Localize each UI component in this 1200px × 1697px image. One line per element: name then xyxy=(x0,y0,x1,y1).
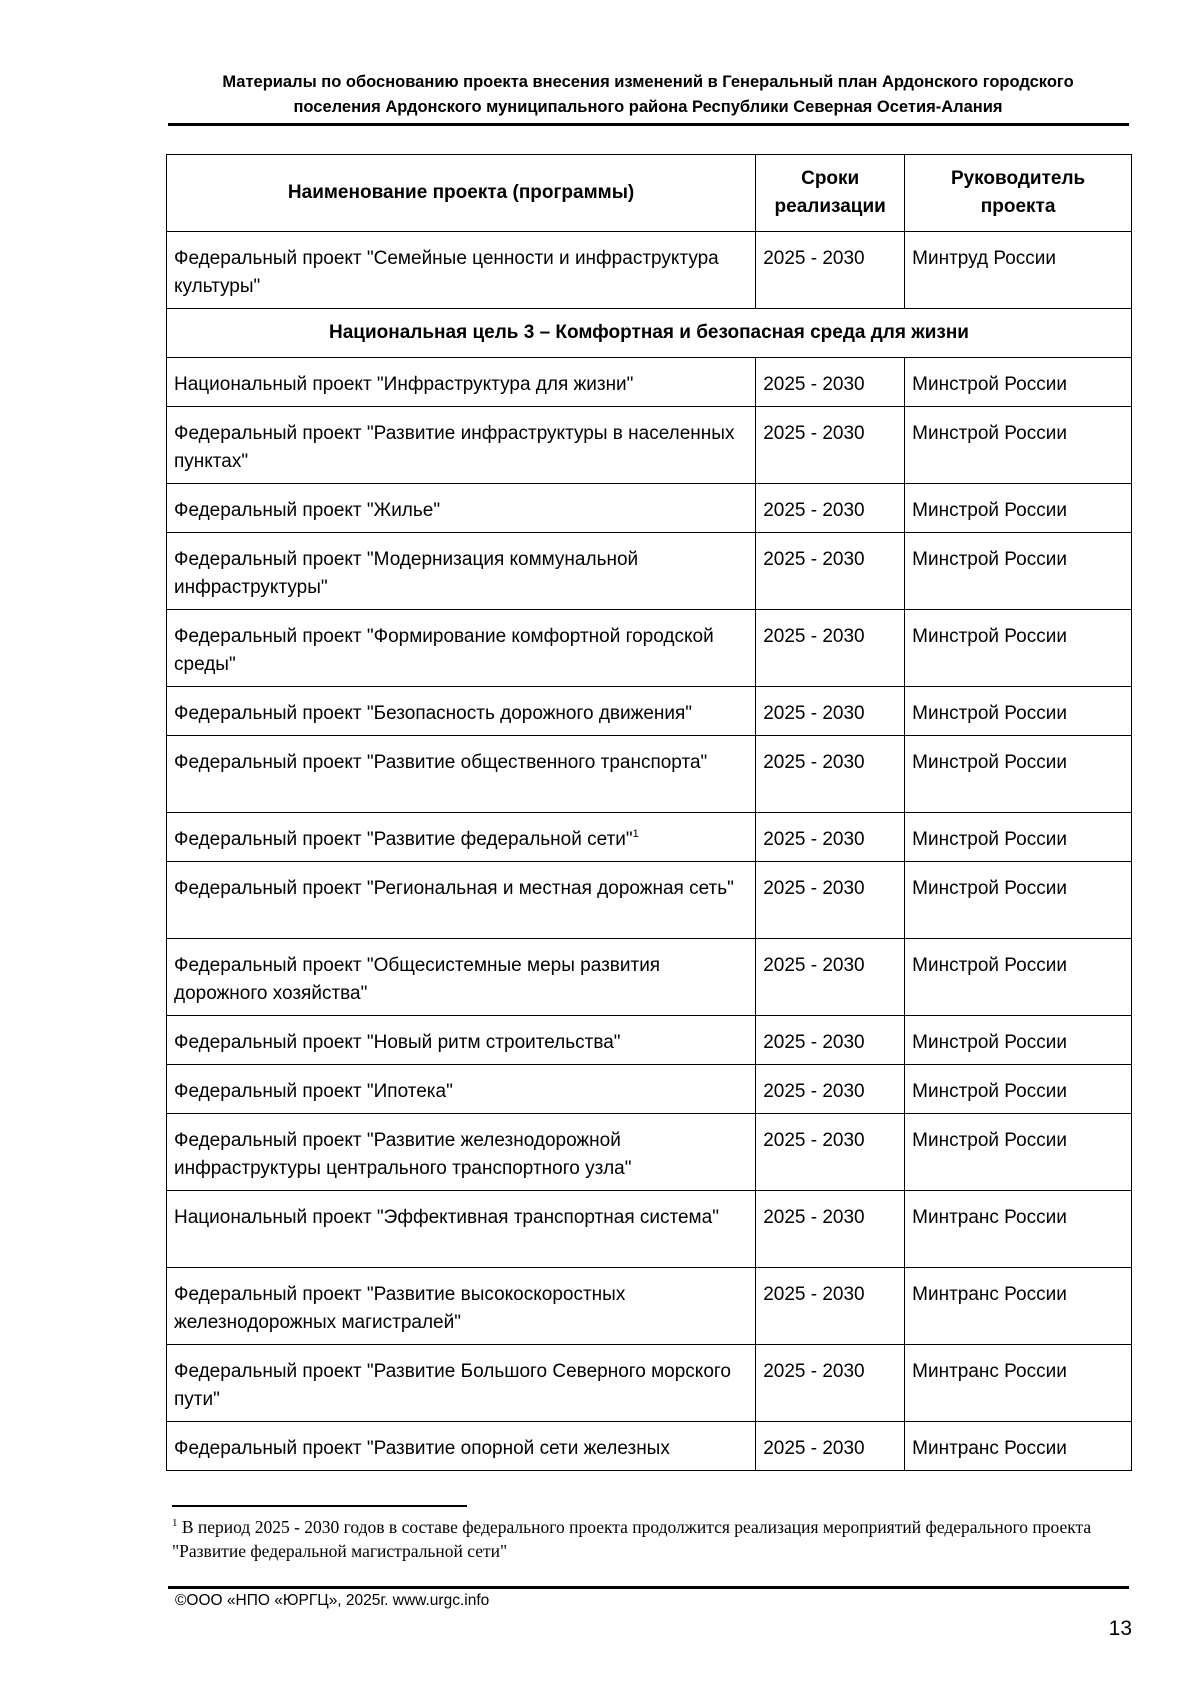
project-period: 2025 - 2030 xyxy=(756,1114,905,1191)
project-name: Федеральный проект "Семейные ценности и инфраструктура культуры" xyxy=(167,232,756,309)
project-name: Федеральный проект "Развитие железнодорожной инфраструктуры центрального транспортного узла" xyxy=(167,1114,756,1191)
column-header-period: Сроки реализации xyxy=(756,155,905,232)
project-name: Федеральный проект "Ипотека" xyxy=(167,1065,756,1114)
table-row xyxy=(167,1016,1132,1065)
column-header-lead: Руководитель проекта xyxy=(905,155,1132,232)
project-name: Национальный проект "Инфраструктура для жизни" xyxy=(167,358,756,407)
table-row xyxy=(167,358,1132,407)
project-lead: Минтранс России xyxy=(905,1422,1132,1471)
table-row xyxy=(167,533,1132,610)
table-row xyxy=(167,1268,1132,1345)
table-row xyxy=(167,862,1132,939)
project-lead: Минстрой России xyxy=(905,484,1132,533)
header-line-1: Материалы по обоснованию проекта внесения изменений в Генеральный план Ардонского городского xyxy=(222,73,1074,91)
table-row xyxy=(167,610,1132,687)
footer-copyright: ©ООО «НПО «ЮРГЦ», 2025г. www.urgc.info xyxy=(175,1592,490,1609)
project-lead: Минтранс России xyxy=(905,1191,1132,1268)
project-period: 2025 - 2030 xyxy=(756,1268,905,1345)
project-name: Федеральный проект "Региональная и местная дорожная сеть" xyxy=(167,862,756,939)
table-row xyxy=(167,1191,1132,1268)
footnote-text: В период 2025 - 2030 годов в составе федерального проекта продолжится реализация мероприятий федерального проекта "Развитие федеральной магистральной сети" xyxy=(172,1517,1092,1561)
project-lead: Минтранс России xyxy=(905,1345,1132,1422)
project-lead: Минстрой России xyxy=(905,407,1132,484)
project-name: Федеральный проект "Развитие общественного транспорта" xyxy=(167,736,756,813)
table-row xyxy=(167,1422,1132,1471)
table-row xyxy=(167,1345,1132,1422)
table-row xyxy=(167,687,1132,736)
project-period: 2025 - 2030 xyxy=(756,484,905,533)
footnote-mark: 1 xyxy=(172,1517,178,1529)
project-lead: Минстрой России xyxy=(905,1065,1132,1114)
project-lead: Минстрой России xyxy=(905,533,1132,610)
project-period: 2025 - 2030 xyxy=(756,610,905,687)
project-lead: Минтруд России xyxy=(905,232,1132,309)
header-rule xyxy=(168,123,1129,126)
footnote xyxy=(172,1515,1132,1563)
project-period: 2025 - 2030 xyxy=(756,533,905,610)
project-period: 2025 - 2030 xyxy=(756,1422,905,1471)
project-lead: Минстрой России xyxy=(905,610,1132,687)
table-row xyxy=(167,813,1132,862)
section-row xyxy=(167,309,1132,358)
project-lead: Минстрой России xyxy=(905,358,1132,407)
projects-table xyxy=(166,154,1132,1471)
project-lead: Минстрой России xyxy=(905,687,1132,736)
project-name: Федеральный проект "Развитие опорной сети железных xyxy=(167,1422,756,1471)
project-period: 2025 - 2030 xyxy=(756,1016,905,1065)
project-period: 2025 - 2030 xyxy=(756,939,905,1016)
table-row xyxy=(167,939,1132,1016)
column-header-name: Наименование проекта (программы) xyxy=(167,155,756,232)
table-row xyxy=(167,1114,1132,1191)
table-row xyxy=(167,484,1132,533)
project-period: 2025 - 2030 xyxy=(756,1191,905,1268)
project-lead: Минстрой России xyxy=(905,862,1132,939)
project-name: Федеральный проект "Развитие Большого Северного морского пути" xyxy=(167,1345,756,1422)
project-name: Национальный проект "Эффективная транспортная система" xyxy=(167,1191,756,1268)
project-name-cell xyxy=(167,813,756,862)
project-period: 2025 - 2030 xyxy=(756,1345,905,1422)
project-lead: Минтранс России xyxy=(905,1268,1132,1345)
project-name: Федеральный проект "Развитие федеральной сети" xyxy=(174,829,633,850)
table-row xyxy=(167,1065,1132,1114)
project-period: 2025 - 2030 xyxy=(756,407,905,484)
project-lead: Минстрой России xyxy=(905,1114,1132,1191)
project-name: Федеральный проект "Развитие высокоскоростных железнодорожных магистралей" xyxy=(167,1268,756,1345)
project-lead: Минстрой России xyxy=(905,736,1132,813)
document-header xyxy=(168,70,1128,120)
project-name: Федеральный проект "Развитие инфраструктуры в населенных пунктах" xyxy=(167,407,756,484)
project-period: 2025 - 2030 xyxy=(756,736,905,813)
project-name: Федеральный проект "Формирование комфортной городской среды" xyxy=(167,610,756,687)
table-row xyxy=(167,407,1132,484)
footnote-reference: 1 xyxy=(632,828,639,840)
project-period: 2025 - 2030 xyxy=(756,687,905,736)
project-period: 2025 - 2030 xyxy=(756,862,905,939)
project-lead: Минстрой России xyxy=(905,939,1132,1016)
project-name: Федеральный проект "Новый ритм строительства" xyxy=(167,1016,756,1065)
project-name: Федеральный проект "Модернизация коммунальной инфраструктуры" xyxy=(167,533,756,610)
table-row xyxy=(167,736,1132,813)
project-lead: Минстрой России xyxy=(905,813,1132,862)
header-line-2: поселения Ардонского муниципального района Республики Северная Осетия-Алания xyxy=(293,98,1003,116)
project-period: 2025 - 2030 xyxy=(756,358,905,407)
table-header-row xyxy=(167,155,1132,232)
project-lead: Минстрой России xyxy=(905,1016,1132,1065)
project-name: Федеральный проект "Безопасность дорожного движения" xyxy=(167,687,756,736)
project-period: 2025 - 2030 xyxy=(756,813,905,862)
project-name: Федеральный проект "Жилье" xyxy=(167,484,756,533)
page-number: 13 xyxy=(1108,1617,1132,1640)
table-row xyxy=(167,232,1132,309)
section-title: Национальная цель 3 – Комфортная и безопасная среда для жизни xyxy=(167,309,1132,358)
project-name: Федеральный проект "Общесистемные меры развития дорожного хозяйства" xyxy=(167,939,756,1016)
footer-rule xyxy=(168,1586,1129,1589)
footnote-separator xyxy=(172,1505,467,1507)
project-period: 2025 - 2030 xyxy=(756,232,905,309)
project-period: 2025 - 2030 xyxy=(756,1065,905,1114)
